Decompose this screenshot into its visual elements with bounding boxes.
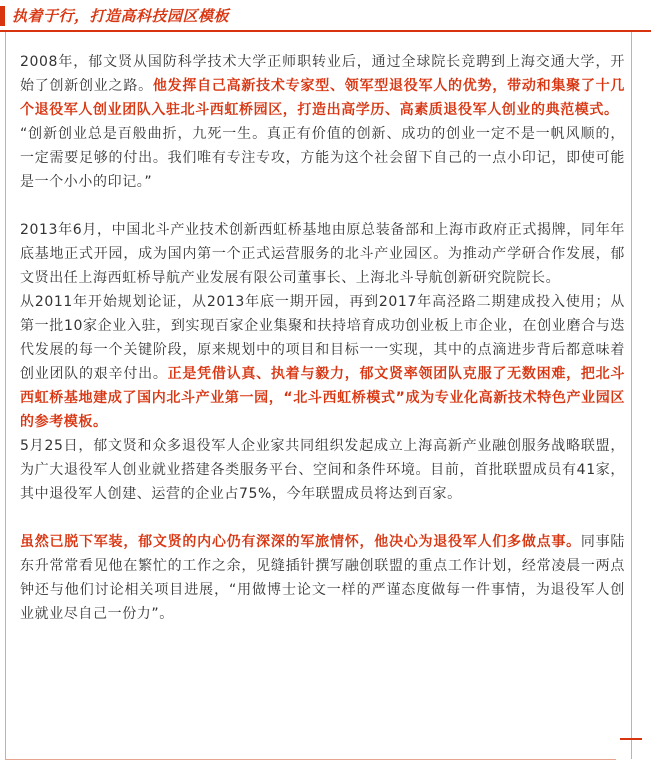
paragraph-3-text: 2013年6月，中国北斗产业技术创新西虹桥基地由原总装备部和上海市政府正式揭牌，同年年底基地正式开园，成为国内第一个正式运营服务的北斗产业园区。为推动产学研合作发展，郁文贤出任上海西虹桥导航产业发展有限公司董事长、上海北斗导航创新研究院院长。	[20, 222, 625, 286]
paragraph-1-text: 2008年，郁文贤从国防科学技术大学正师职转业后，通过全球院长竞聘到上海交通大学，开始了创新创业之路。	[20, 54, 625, 94]
paragraph-spacer	[20, 194, 625, 218]
section-header	[0, 0, 651, 30]
paragraph-spacer	[20, 506, 625, 530]
frame-right-line	[631, 32, 632, 759]
paragraph-2-text: “创新创业总是百般曲折，九死一生。真正有价值的创新、成功的创业一定不是一帆风顺的，一定需要足够的付出。我们唯有专注专攻，方能为这个社会留下自己的一点小印记，即使可能是一个小小的印记。”	[20, 126, 625, 190]
paragraph-1	[20, 50, 625, 122]
paragraph-6	[20, 530, 625, 626]
article-body	[20, 50, 625, 626]
paragraph-2	[20, 122, 625, 194]
paragraph-4-text: 从2011年开始规划论证，从2013年底一期开园，再到2017年高泾路二期建成投入使用；从第一批10家企业入驻，到实现百家企业集聚和扶持培育成功创业板上市企业，在创业磨合与迭代发展的每一个关键阶段，原来规划中的项目和目标一一实现，其中的点滴进步背后都意味着创业团队的艰辛付出。	[20, 294, 625, 382]
paragraph-5-text: 5月25日，郁文贤和众多退役军人企业家共同组织发起成立上海高新产业融创服务战略联盟，为广大退役军人创业就业搭建各类服务平台、空间和条件环境。目前，首批联盟成员有41家，其中退役军人创建、运营的企业占75%，今年联盟成员将达到百家。	[20, 438, 625, 502]
paragraph-6-text: 同事陆东升常常看见他在繁忙的工作之余，见缝插针撰写融创联盟的重点工作计划，经常凌晨一两点钟还与他们讨论相关项目进展，“用做博士论文一样的严谨态度做每一件事情，为退役军人创业就业尽自己一份力”。	[20, 534, 625, 622]
frame-top-line	[0, 30, 651, 32]
paragraph-5	[20, 434, 625, 506]
paragraph-3	[20, 218, 625, 290]
paragraph-6-highlight: 虽然已脱下军装，郁文贤的内心仍有深深的军旅情怀，他决心为退役军人们多做点事。	[20, 534, 581, 550]
frame-bottom-line	[5, 759, 616, 760]
header-accent-bar	[0, 6, 5, 26]
paragraph-4-highlight: 正是凭借认真、执着与毅力，郁文贤率领团队克服了无数困难，把北斗西虹桥基地建成了国内北斗产业第一园，“北斗西虹桥模式”成为专业化高新技术特色产业园区的参考模板。	[20, 366, 626, 430]
frame-left-line	[5, 32, 6, 759]
section-title: 执着于行，打造高科技园区模板	[12, 7, 230, 25]
paragraph-1-highlight: 他发挥自己高新技术专家型、领军型退役军人的优势，带动和集聚了十几个退役军人创业团队入驻北斗西虹桥园区，打造出高学历、高素质退役军人创业的典范模式。	[20, 78, 625, 118]
paragraph-4	[20, 290, 625, 434]
frame-corner-tick	[620, 738, 642, 740]
